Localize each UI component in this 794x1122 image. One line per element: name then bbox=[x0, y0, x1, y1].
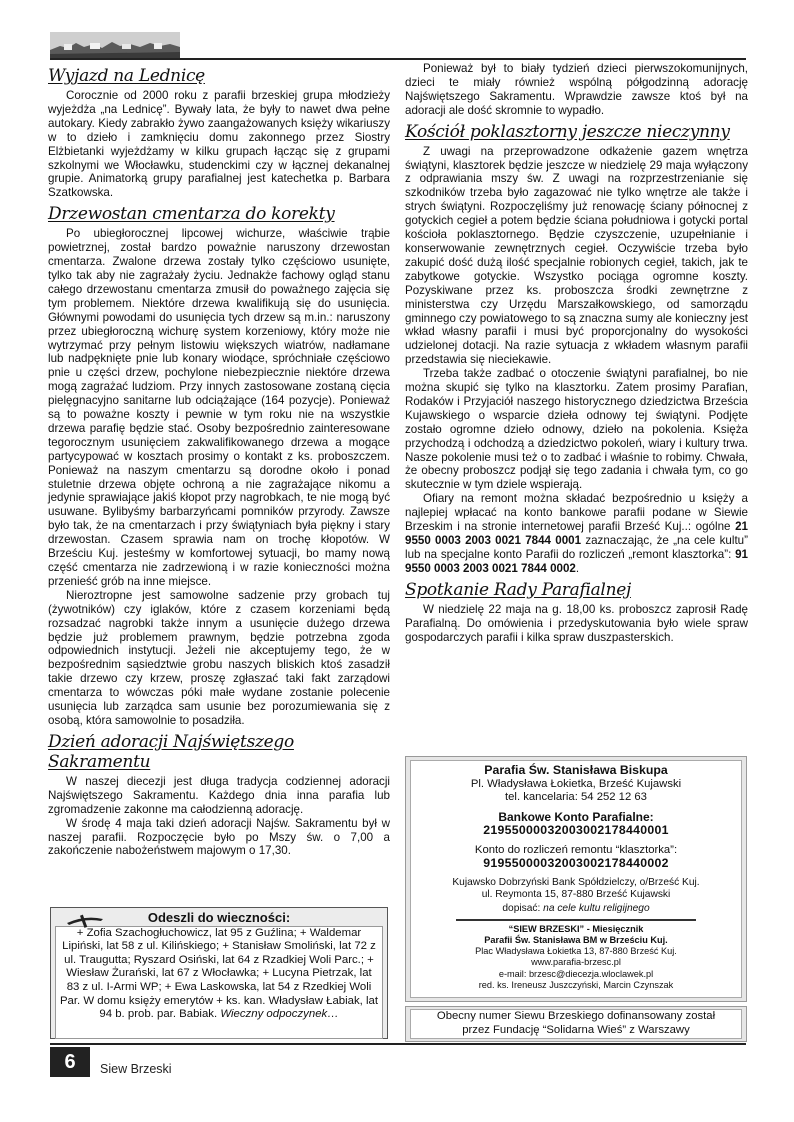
kosciol-heading: Kościół poklasztorny jeszcze nieczynny bbox=[405, 121, 730, 142]
website-link[interactable]: www.parafia-brzesc.pl bbox=[531, 957, 621, 968]
email-link[interactable]: e-mail: brzesc@diecezja.wloclawek.pl bbox=[498, 968, 654, 979]
bottom-rule bbox=[50, 1043, 746, 1045]
donation-text-a: Ofiary na remont można składać bezpośrednio u księży a najlepiej wpłacać na konto bankowe parafii podane w Siewie Brzeskim i na stronie internetowej parafii Brześć Kuj..: ogólne bbox=[405, 492, 748, 534]
donation-text-b: zaznaczając, że „na cele kultu” lub na specjalne konto Parafii do rozliczeń „remont klasztorka”: bbox=[405, 534, 748, 561]
rada-paragraph: W niedzielę 22 maja na g. 18,00 ks. proboszcz zaprosił Radę Parafialną. Do omówienia i przedyskutowania było wiele spraw gospodarczych parafii i kilka spraw duszpasterskich. bbox=[405, 602, 748, 644]
drzewostan-paragraph-1: Po ubiegłorocznej lipcowej wichurze, właściwie trąbie powietrznej, został bardzo poważnie naruszony drzewostan cmentarza. Zwalone drzewa zostały tylko częściowo usunięte, tylko tak aby nie zagrażały życiu. Jednakże fachowy ogląd stanu całego drzewostanu cmentarza zmusił do poważnego zajęcia się tym problemem. Niektóre drzewa kwalifikują się do usunięcia. Głównymi powodami do usunięcia tych drzew są m.in.: naruszony przez ubiegłoroczną wichurę system korzeniowy, który może nie wytrzymać przy pełnym listowiu większych wiatrów, nadłamane lub nadpęknięte pnie lub konary wiodące, spróchniałe częściowo pnie u części drzew, pochylone niebezpiecznie niektóre drzewa mogą zagrażać ludziom. Przy innych zastosowane zostaną cięcia pielęgnacyjno sanitarne lub odciążające (164 pozycje). Ponieważ są to poważne koszty i pewnie w tym roku nie na wszystkie drzewa parafię będzie stać. Osoby bezpośrednio zainteresowane tegorocznym usunięciem zakwalifikowanego drzewa a mogące partycypować w kosztach prosimy o kontakt z ks. proboszczem. Ponieważ na naszym cmentarzu są dorodne około i ponad stuletnie drzewa objęte ochroną a nie zagrażające nikomu a jedynie sprawiające jakiś kłopot przy nagrobkach, te nie mogą być usuwane. Bylibyśmy barbarzyńcami pomników przyrody. Zawsze było tak, że na cmentarzach i przy świątyniach była piękny i stary drzewostan. Czasem sprawia nam on trochę kłopotów. W Brześciu Kuj. jesteśmy w komfortowej sytuacji, bo mamy nową część cmentarza nie zadrzewioną i w razie konieczności można przenieść grób na inne miejsce. bbox=[48, 227, 390, 588]
drzewostan-paragraph-2: Nieroztropne jest samowolne sadzenie przy grobach tuj (żywotników) czy iglaków, które z czasem korzeniami będą rozsadzać nagrobki także innym a usunięcie dużego drzewa będzie już problemem prawnym, będzie potrzebna zgoda odpowiednich instytucji. Jeżeli nie akceptujemy tego, że w bezpośrednim sąsiedztwie grobu naszych bliskich ktoś zasadził takie drzewo czy krzew, proszę zgłaszać taki fakt zarządowi cmentarza to wówczas póki małe wydane zostanie polecenie usunięcia lub zarządca sam usunie bez porozumiewania się z osobą, która samowolnie to posadziła. bbox=[48, 588, 390, 727]
obituary-box bbox=[50, 907, 388, 1039]
lednica-heading: Wyjazd na Lednicę bbox=[48, 66, 205, 86]
parish-phone: tel. kancelaria: 54 252 12 63 bbox=[505, 791, 647, 803]
bank-account-header: Bankowe Konto Parafialne: bbox=[498, 809, 654, 824]
donation-text-end: . bbox=[575, 561, 580, 575]
obituary-list bbox=[55, 926, 383, 1039]
adoracja-heading: Dzień adoracji Najświętszego Sakramentu bbox=[48, 731, 294, 772]
main-account: 21955000032003002178440001 bbox=[483, 823, 669, 837]
dopisac-line bbox=[411, 903, 741, 915]
parish-address: Pl. Władysława Łokietka, Brześć Kujawski bbox=[470, 777, 682, 790]
kosciol-paragraph-1: Z uwagi na przeprowadzone odkażenie gazem wnętrza świątyni, klasztorek będzie jeszcze w niedzielę 29 maja wyłączony z odprawiania mszy św. Z uwagi na rozprzestrzenianie się szkodników trzeba było zagazować nie tylko wnętrze ale także i strych świątyni. Rozpoczęliśmy już renowację ściany północnej z gotyckich cegieł a potem będzie ściana południowa i gotycki portal kościoła poklasztornego. Będzie czyszczenie, uzupełnianie i konserwowanie zewnętrznych cegieł. Oczywiście trzeba było zakupić dość dużą ilość specjalnie robionych cegieł, takich, jak te zabytkowe gotyckie. Wszystko pociąga ogromne koszty. Pozyskiwane przez ks. proboszcza środki zewnętrzne z ministerstwa czy Urzędu Marszałkowskiego, od samorządu gminnego czy powiatowego to są znaczna sumy ale konieczny jest wkład własny parafii i musi być proporcjonalny do wysokości udzielonej dotacji. Na razie sytuacja z wkładem własnym parafii przedstawia się nieciekawie. bbox=[405, 144, 748, 367]
bank-address: ul. Reymonta 15, 87-880 Brześć Kujawski bbox=[481, 888, 671, 900]
adoracja-paragraph-2: W środę 4 maja taki dzień adoracji Najśw. Sakramentu był w naszej parafii. Rozpoczęcie było po Mszy św. o 7,00 a zakończenie nabożeństwem majowym o 17,30. bbox=[48, 816, 390, 858]
cross-icon bbox=[65, 913, 105, 929]
dopisac-value: na cele kultu religijnego bbox=[543, 903, 650, 915]
page-number: 6 bbox=[50, 1047, 90, 1077]
kosciol-paragraph-3 bbox=[405, 492, 748, 575]
footer-title: Siew Brzeski bbox=[100, 1062, 172, 1076]
obituary-text: + Zofia Szachogłuchowicz, lat 95 z Guźlina; + Waldemar Lipiński, lat 58 z ul. Kilińskiego; + Stanisław Smoliński, lat 72 z ul. Traugutta; Ryszard Osiński, lat 64 z Rzadkiej Woli Parc.; + Wiesław Żurański, lat 67 z Włocławka; + Lucyna Pietrzak, lat 83 z ul. I-Armi WP; + Ewa Laskowska, lat 54 z Rzedkiej Woli Par. W domu księży emerytów + ks. kan. Władysław Łabiak, lat 94 b. prob. par. Babiak. bbox=[59, 926, 379, 1021]
kosciol-paragraph-2: Trzeba także zadbać o otoczenie świątyni parafialnej, bo nie można skupić się tylko na klasztorku. Zatem prosimy Parafian, Rodaków i Przyjaciół naszego historycznego dziedzictwa Brześcia Kujawskiego o wsparcie dzieła odnowy tej świątyni. Podjęte zostało ogromne dzieło odnowy, dzieło na pokolenia. Księża przychodzą i odchodzą a dziedzictwo pokoleń, wiary i kultury trwa. Nasze pokolenie musi też o to zadbać i właśnie to robimy. Chwała, że obecny proboszcz podjął się tego zadania i chwała tym, co go skutecznie w tym dziele wspierają. bbox=[405, 367, 748, 492]
left-column bbox=[48, 62, 390, 858]
renovation-account-label: Konto do rozliczeń remontu “klasztorka”: bbox=[474, 843, 678, 856]
header-photo bbox=[50, 32, 180, 58]
dopisac-label: dopisać: bbox=[502, 903, 541, 915]
editors: red. ks. Ireneusz Juszczyński, Marcin Czynszak bbox=[478, 979, 674, 990]
lednica-paragraph: Corocznie od 2000 roku z parafii brzeskiej grupa młodzieży wyjeżdża „na Lednicę”. Bywały lata, że były to nawet dwa pełne autokary. Kiedy zabrakło żywo zaangażowanych księży wikariuszy w to dzieło i zamknięciu domu zakonnego przez Siostry Elżbietanki wyjeżdżamy w kilku grupach łącząc się z grupami szkolnymi we Włocławku, studenckimi czy w łącznej dekanalnej grupie. Animatorką grupy parafialnej jest katechetka p. Barbara Szatkowska. bbox=[48, 89, 390, 200]
parish-info-box bbox=[405, 756, 747, 1002]
paper-parish: Parafii Św. Stanisława BM w Brześciu Kuj. bbox=[484, 934, 668, 945]
right-column bbox=[405, 62, 748, 644]
obituary-title: Odeszli do wieczności: bbox=[147, 910, 291, 925]
divider bbox=[456, 919, 696, 921]
foundation-line-1: Obecny numer Siewu Brzeskiego dofinansowany został bbox=[436, 1010, 716, 1022]
top-rule bbox=[50, 58, 746, 60]
adoracja-paragraph-1: W naszej diecezji jest długa tradycja codziennej adoracji Najświętszego Sakramentu. Każdego dnia inna parafia lub zgromadzenie zakonne ma całodzienną adorację. bbox=[48, 774, 390, 816]
renovation-account-number: 91 9550 0003 2003 0021 7844 0002 bbox=[405, 547, 748, 575]
paper-title: “SIEW BRZESKI” - Miesięcznik bbox=[508, 923, 644, 934]
foundation-box bbox=[405, 1006, 747, 1042]
paper-address: Plac Władysława Łokietka 13, 87-880 Brześć Kuj. bbox=[475, 946, 677, 957]
bank-name: Kujawsko Dobrzyński Bank Spółdzielczy, o/Brześć Kuj. bbox=[452, 876, 700, 888]
parish-name: Parafia Św. Stanisława Biskupa bbox=[484, 763, 668, 777]
adoracja-paragraph-3: Ponieważ był to biały tydzień dzieci pierwszokomunijnych, dzieci te miały również wspólną półgodzinną adorację Najświętszego Sakramentu. Wprawdzie zawsze ktoś był na adoracji ale dość skromnie to wypadło. bbox=[405, 62, 748, 117]
rada-heading: Spotkanie Rady Parafialnej bbox=[405, 579, 631, 600]
drzewostan-heading: Drzewostan cmentarza do korekty bbox=[48, 204, 335, 225]
foundation-line-2: przez Fundację “Solidarna Wieś” z Warszawy bbox=[462, 1023, 690, 1036]
renovation-account: 91955000032003002178440002 bbox=[483, 856, 669, 870]
general-account-number: 21 9550 0003 2003 0021 7844 0001 bbox=[405, 520, 748, 547]
obituary-closing: Wieczny odpoczynek… bbox=[220, 1008, 339, 1021]
